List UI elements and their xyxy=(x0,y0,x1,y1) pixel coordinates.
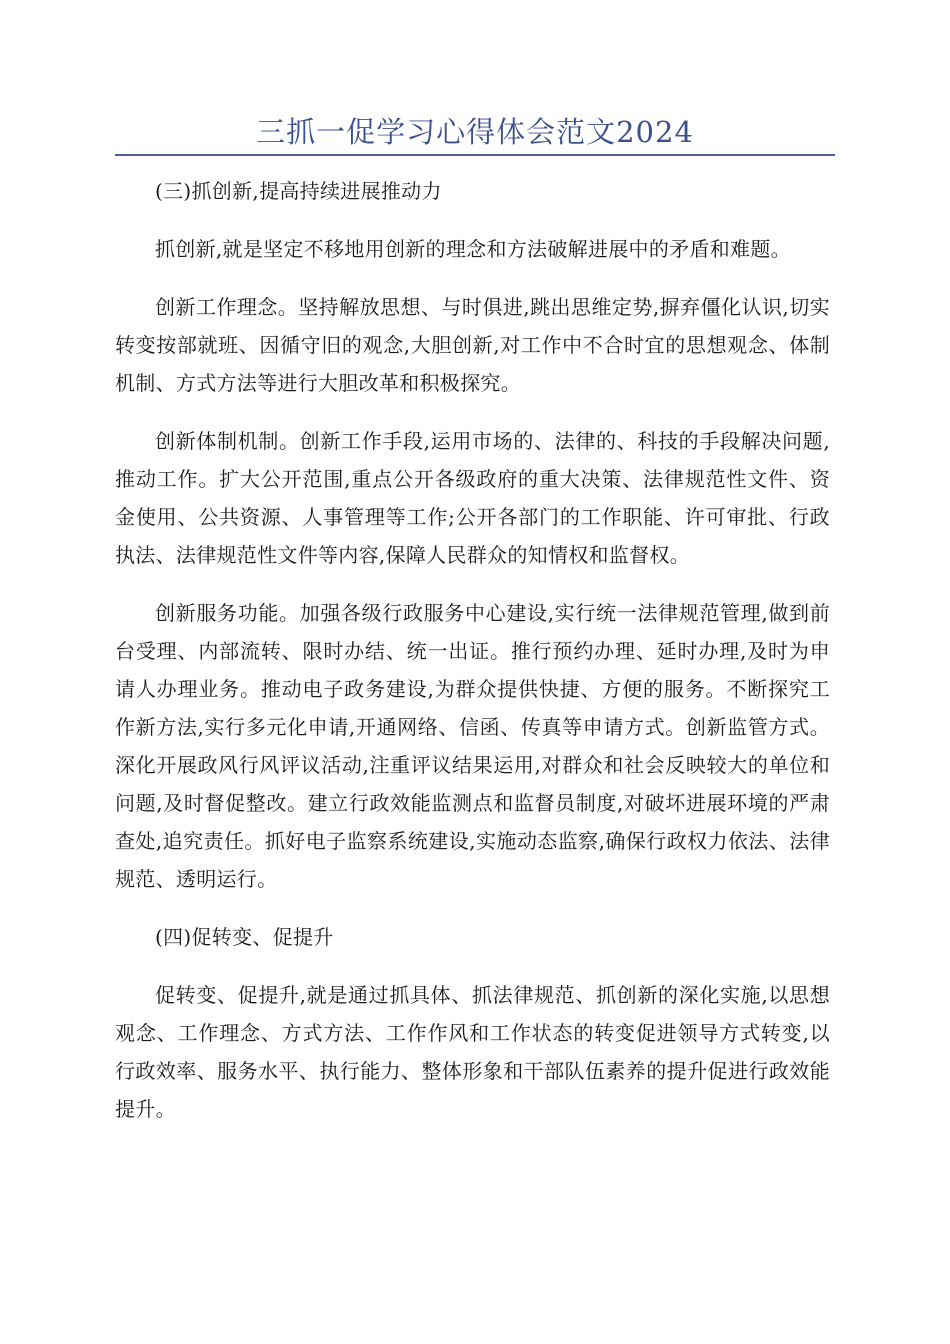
title-underline xyxy=(115,154,835,156)
paragraph-work-concept: 创新工作理念。坚持解放思想、与时俱进,跳出思维定势,摒弃僵化认识,切实转变按部就班、因循守旧的观念,大胆创新,对工作中不合时宜的思想观念、体制机制、方式方法等进行大胆改革和积极探究。 xyxy=(115,295,830,395)
paragraph-system-mechanism: 创新体制机制。创新工作手段,运用市场的、法律的、科技的手段解决问题,推动工作。扩大公开范围,重点公开各级政府的重大决策、法律规范性文件、资金使用、公共资源、人事管理等工作;公开各部门的工作职能、许可审批、行政执法、法律规范性文件等内容,保障人民群众的知情权和监督权。 xyxy=(115,429,830,567)
paragraph-innovation-intro: 抓创新,就是坚定不移地用创新的理念和方法破解进展中的矛盾和难题。 xyxy=(155,237,791,261)
section-heading-three: (三)抓创新,提高持续进展推动力 xyxy=(155,179,442,203)
document-body xyxy=(115,172,830,1148)
section-heading-four: (四)促转变、促提升 xyxy=(155,925,334,949)
paragraph-service-function: 创新服务功能。加强各级行政服务中心建设,实行统一法律规范管理,做到前台受理、内部流转、限时办结、统一出证。推行预约办理、延时办理,及时为申请人办理业务。推动电子政务建设,为群众提供快捷、方便的服务。不断探究工作新方法,实行多元化申请,开通网络、信函、传真等申请方式。创新监管方式。深化开展政风行风评议活动,注重评议结果运用,对群众和社会反映较大的单位和问题,及时督促整改。建立行政效能监测点和监督员制度,对破坏进展环境的严肃查处,追究责任。抓好电子监察系统建设,实施动态监察,确保行政权力依法、法律规范、透明运行。 xyxy=(115,601,830,891)
paragraph-transform-promote: 促转变、促提升,就是通过抓具体、抓法律规范、抓创新的深化实施,以思想观念、工作理念、方式方法、工作作风和工作状态的转变促进领导方式转变,以行政效率、服务水平、执行能力、整体形象和干部队伍素养的提升促进行政效能提升。 xyxy=(115,983,830,1121)
document-title: 三抓一促学习心得体会范文2024 xyxy=(256,115,694,149)
